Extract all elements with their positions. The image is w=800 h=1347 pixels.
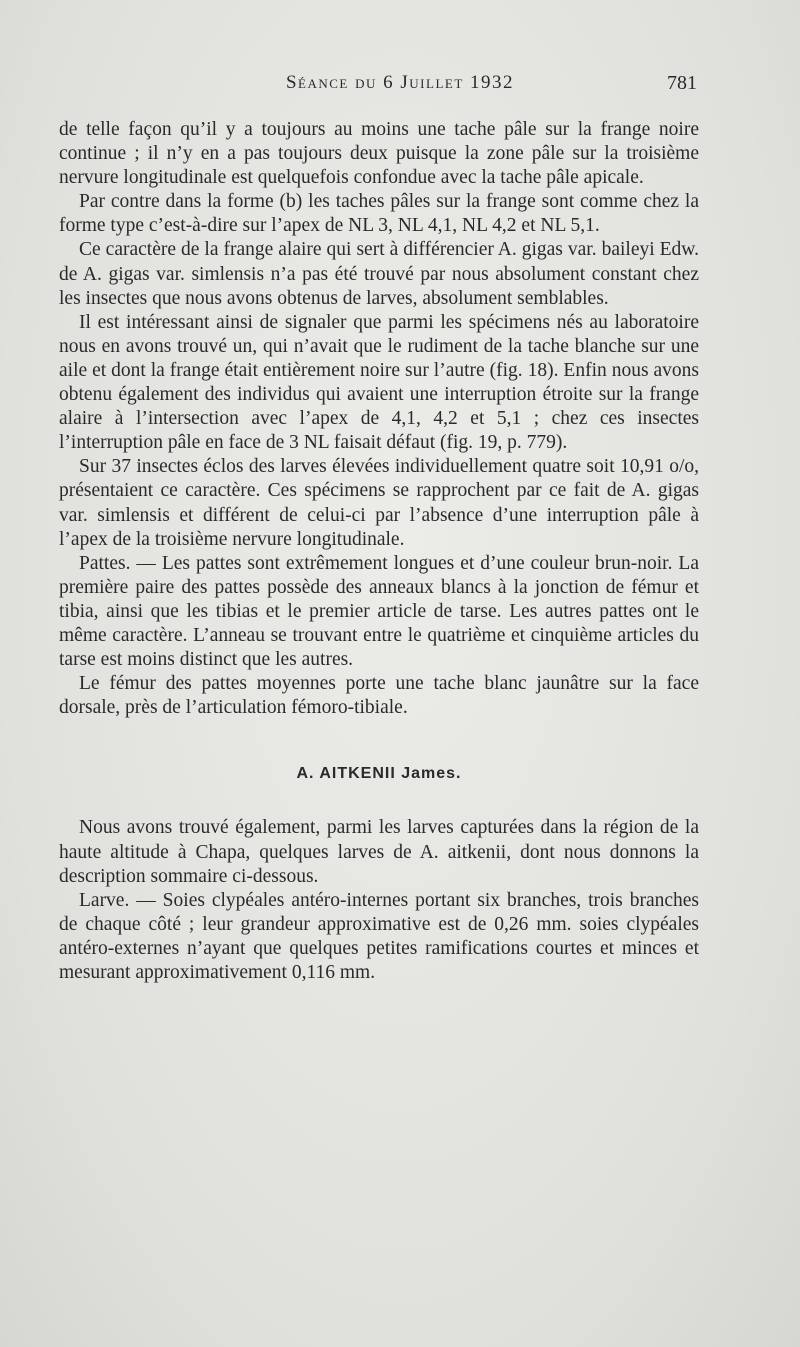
paragraph: de telle façon qu’il y a toujours au moins une tache pâle sur la frange noire continue ; il n’y en a pas toujours deux puisque la zone pâle sur la troisième nervure longitudinale est quelquefois confondue avec la tache pâle apicale. [59, 119, 699, 189]
paragraph: Sur 37 insectes éclos des larves élevées individuellement quatre soit 10,91 o/o, présentaient ce caractère. Ces spécimens se rapprochent par ce fait de A. gigas var. simlensis et différent de celui-ci par l’absence d’une interruption pâle à l’apex de la troisième nervure longitudinale. [59, 456, 699, 550]
paragraph: Ce caractère de la frange alaire qui sert à différencier A. gigas var. baileyi Edw. de A. gigas var. simlensis n’a pas été trouvé par nous absolument constant chez les insectes que nous avons obtenus de larves, absolument semblables. [59, 239, 699, 309]
paragraph: Pattes. — Les pattes sont extrêmement longues et d’une couleur brun-noir. La première paire des pattes possède des anneaux blancs à la jonction de fémur et tibia, ainsi que les tibias et le premier article de tarse. Les autres pattes ont le même caractère. L’anneau se trouvant entre le quatrième et cinquième articles du tarse est moins distinct que les autres. [59, 552, 699, 671]
main-text [59, 118, 699, 985]
section-title: A. AITKENII James. [296, 765, 462, 783]
paragraph: Nous avons trouvé également, parmi les larves capturées dans la région de la haute altitude à Chapa, quelques larves de A. aitkenii, dont nous donnons la description sommaire ci-dessous. [59, 817, 699, 887]
page-number: 781 [667, 72, 697, 94]
paragraph: Le fémur des pattes moyennes porte une tache blanc jaunâtre sur la face dorsale, près de l’articulation fémoro-tibiale. [59, 673, 699, 719]
paragraph: Larve. — Soies clypéales antéro-internes portant six branches, trois branches de chaque côté ; leur grandeur approximative est de 0,26 mm. soies clypéales antéro-externes n’ayant que quelques petites ramifications courtes et minces et mesurant approximativement 0,116 mm. [59, 889, 699, 983]
paragraph: Il est intéressant ainsi de signaler que parmi les spécimens nés au laboratoire nous en avons trouvé un, qui n’avait que le rudiment de la tache blanche sur une aile et dont la frange était entièrement noire sur l’autre (fig. 18). Enfin nous avons obtenu également des individus qui avaient une interruption étroite sur la frange alaire à l’intersection avec l’apex de 4,1, 4,2 et 5,1 ; chez ces insectes l’interruption pâle en face de 3 NL faisait défaut (fig. 19, p. 779). [59, 311, 699, 454]
paragraph: Par contre dans la forme (b) les taches pâles sur la frange sont comme chez la forme type c’est-à-dire sur l’apex de NL 3, NL 4,1, NL 4,2 et NL 5,1. [59, 191, 699, 237]
page-header [0, 72, 800, 102]
running-head: Séance du 6 Juillet 1932 [285, 72, 515, 93]
